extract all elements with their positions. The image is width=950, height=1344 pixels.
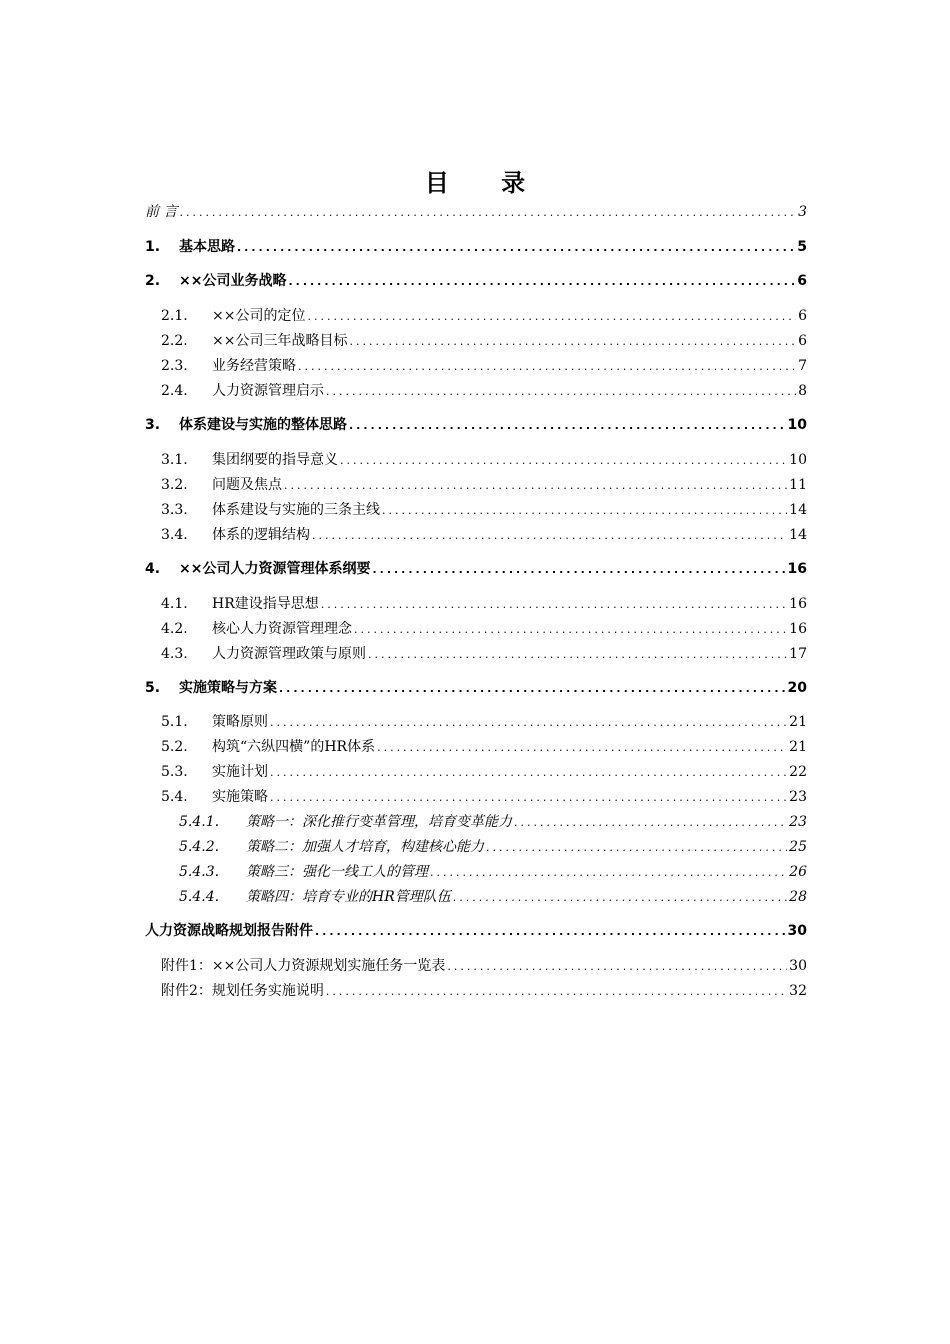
- toc-entry[interactable]: [161, 643, 807, 663]
- toc-entry-page: 5: [797, 239, 807, 255]
- toc-entry-number: 5.3.: [161, 764, 188, 780]
- toc-leader-dots: [237, 240, 795, 256]
- toc-entry[interactable]: [145, 201, 807, 221]
- toc-entry[interactable]: [161, 955, 807, 975]
- toc-leader-dots: [340, 453, 787, 469]
- toc-entry[interactable]: [161, 761, 807, 781]
- toc-leader-dots: [372, 562, 785, 578]
- toc-leader-dots: [284, 478, 787, 494]
- toc-entry-page: 10: [787, 417, 807, 433]
- toc-entry-title: ××公司三年战略目标: [212, 333, 348, 349]
- toc-leader-dots: [298, 359, 796, 375]
- toc-entry[interactable]: [161, 330, 807, 350]
- toc-entry-title: ××公司的定位: [212, 308, 306, 324]
- toc-entry-title: 策略三：强化一线工人的管理: [246, 864, 428, 880]
- toc-entry-page: 14: [789, 527, 807, 543]
- toc-entry-number: 1.: [145, 239, 161, 255]
- toc-entry[interactable]: [145, 414, 807, 434]
- toc-entry-number: 前 言: [145, 204, 178, 220]
- toc-leader-dots: [430, 865, 787, 881]
- toc-leader-dots: [326, 984, 787, 1000]
- toc-leader-dots: [270, 715, 787, 731]
- toc-entry-page: 26: [789, 864, 807, 880]
- toc-entry-title: 体系建设与实施的三条主线: [212, 502, 380, 518]
- toc-entry-number: 2.2.: [161, 333, 188, 349]
- toc-entry-number: 5.4.: [161, 789, 188, 805]
- toc-entry[interactable]: [161, 711, 807, 731]
- toc-entry-number: 5.4.1.: [179, 814, 220, 830]
- toc-entry-page: 11: [789, 477, 807, 493]
- toc-entry[interactable]: [179, 861, 807, 881]
- toc-leader-dots: [453, 890, 787, 906]
- toc-entry[interactable]: [161, 736, 807, 756]
- toc-entry-number: 5.2.: [161, 739, 188, 755]
- toc-leader-dots: [315, 924, 786, 940]
- toc-entry-title: 实施计划: [212, 764, 268, 780]
- toc-leader-dots: [279, 681, 786, 697]
- toc-entry[interactable]: [161, 305, 807, 325]
- toc-entry-title: 策略原则: [212, 714, 268, 730]
- toc-entry-page: 3: [798, 204, 807, 220]
- toc-entry-page: 10: [789, 452, 807, 468]
- toc-entry[interactable]: [161, 980, 807, 1000]
- toc-entry-title: 问题及焦点: [212, 477, 282, 493]
- toc-entry-number: 2.3.: [161, 358, 188, 374]
- toc-entry-title: 业务经营策略: [212, 358, 296, 374]
- toc-entry-title: ××公司人力资源管理体系纲要: [179, 561, 371, 577]
- toc-entry-page: 21: [789, 739, 807, 755]
- toc-entry-number: 4.2.: [161, 621, 188, 637]
- toc-entry-page: 28: [789, 889, 807, 905]
- toc-entry-number: 3.2.: [161, 477, 188, 493]
- toc-entry[interactable]: [145, 270, 807, 290]
- toc-leader-dots: [514, 815, 787, 831]
- toc-entry-number: 5.4.2.: [179, 839, 220, 855]
- toc-entry-number: 2.: [145, 273, 161, 289]
- toc-entry-page: 6: [798, 333, 807, 349]
- toc-entry-title: 实施策略: [212, 789, 268, 805]
- toc-entry-number: 2.4.: [161, 383, 188, 399]
- toc-entry-number: 3.3.: [161, 502, 188, 518]
- toc-leader-dots: [312, 528, 787, 544]
- toc-entry[interactable]: [161, 618, 807, 638]
- toc-entry[interactable]: [145, 558, 807, 578]
- toc-leader-dots: [354, 622, 787, 638]
- toc-entry-page: 21: [789, 714, 807, 730]
- toc-entry-page: 23: [789, 814, 807, 830]
- toc-entry[interactable]: [145, 236, 807, 256]
- toc-leader-dots: [349, 418, 786, 434]
- toc-entry[interactable]: [161, 449, 807, 469]
- toc-entry-title: 附件2：规划任务实施说明: [161, 983, 324, 999]
- toc-entry-page: 6: [798, 308, 807, 324]
- toc-leader-dots: [270, 765, 787, 781]
- toc-leader-dots: [382, 503, 787, 519]
- toc-entry[interactable]: [161, 786, 807, 806]
- toc-entry-title: 策略二：加强人才培育，构建核心能力: [246, 839, 484, 855]
- toc-entry-number: 3.4.: [161, 527, 188, 543]
- toc-leader-dots: [377, 740, 787, 756]
- toc-entry[interactable]: [161, 524, 807, 544]
- toc-leader-dots: [270, 790, 787, 806]
- toc-entry-title: 构筑“六纵四横”的HR体系: [212, 739, 376, 755]
- toc-leader-dots: [368, 647, 787, 663]
- toc-entry-page: 16: [789, 596, 807, 612]
- toc-entry-number: 4.3.: [161, 646, 188, 662]
- toc-entry-page: 23: [789, 789, 807, 805]
- toc-leader-dots: [307, 309, 796, 325]
- toc-entry-number: 3.: [145, 417, 161, 433]
- toc-leader-dots: [349, 334, 796, 350]
- toc-entry[interactable]: [179, 886, 807, 906]
- toc-entry-title: 策略四：培育专业的HR管理队伍: [246, 889, 451, 905]
- toc-entry-number: 5.1.: [161, 714, 188, 730]
- toc-entry-title: 实施策略与方案: [179, 680, 277, 696]
- toc-entry-title: 人力资源管理启示: [212, 383, 324, 399]
- toc-entry-title: 基本思路: [179, 239, 235, 255]
- toc-leader-dots: [447, 959, 787, 975]
- toc-entry-title: 体系建设与实施的整体思路: [179, 417, 347, 433]
- toc-entry-page: 30: [787, 923, 807, 939]
- toc-leader-dots: [486, 840, 787, 856]
- toc-entry-title: ××公司业务战略: [179, 273, 287, 289]
- toc-entry-title: HR建设指导思想: [212, 596, 319, 612]
- toc-entry-page: 22: [789, 764, 807, 780]
- toc-entry-page: 7: [798, 358, 807, 374]
- toc-entry-title: 附件1：××公司人力资源规划实施任务一览表: [161, 958, 446, 974]
- toc-entry-title: 策略一：深化推行变革管理，培育变革能力: [246, 814, 512, 830]
- toc-entry-page: 20: [787, 680, 807, 696]
- toc-entry-number: 2.1.: [161, 308, 188, 324]
- toc-entry-number: 5.4.3.: [179, 864, 220, 880]
- toc-entry-page: 8: [798, 383, 807, 399]
- toc-entry-number: 4.1.: [161, 596, 188, 612]
- toc-entry-page: 30: [789, 958, 807, 974]
- toc-entry[interactable]: [161, 380, 807, 400]
- toc-entry-page: 6: [797, 273, 807, 289]
- toc-entry-title: 核心人力资源管理理念: [212, 621, 352, 637]
- toc-entry[interactable]: [161, 355, 807, 375]
- toc-entry[interactable]: [145, 920, 807, 940]
- toc-entry-page: 17: [789, 646, 807, 662]
- toc-entry[interactable]: [179, 811, 807, 831]
- toc-entry-page: 32: [789, 983, 807, 999]
- toc-entry-page: 16: [789, 621, 807, 637]
- toc-entry-title: 集团纲要的指导意义: [212, 452, 338, 468]
- toc-entry-number: 5.4.4.: [179, 889, 220, 905]
- toc-leader-dots: [288, 274, 795, 290]
- toc-entry-page: 25: [789, 839, 807, 855]
- toc-leader-dots: [179, 205, 796, 221]
- toc-entry[interactable]: [161, 499, 807, 519]
- toc-entry-number: 5.: [145, 680, 161, 696]
- toc-entry-number: 4.: [145, 561, 161, 577]
- page-title: 目 录: [424, 168, 548, 197]
- toc-entry-title: 体系的逻辑结构: [212, 527, 310, 543]
- toc-entry-page: 14: [789, 502, 807, 518]
- toc-leader-dots: [321, 597, 787, 613]
- toc-entry-number: 3.1.: [161, 452, 188, 468]
- toc-entry-page: 16: [787, 561, 807, 577]
- toc-entry[interactable]: [161, 474, 807, 494]
- toc-entry[interactable]: [161, 593, 807, 613]
- toc-entry-title: 人力资源管理政策与原则: [212, 646, 366, 662]
- toc-entry[interactable]: [145, 677, 807, 697]
- toc-entry-title: 人力资源战略规划报告附件: [145, 923, 313, 939]
- toc-entry[interactable]: [179, 836, 807, 856]
- toc-leader-dots: [326, 384, 796, 400]
